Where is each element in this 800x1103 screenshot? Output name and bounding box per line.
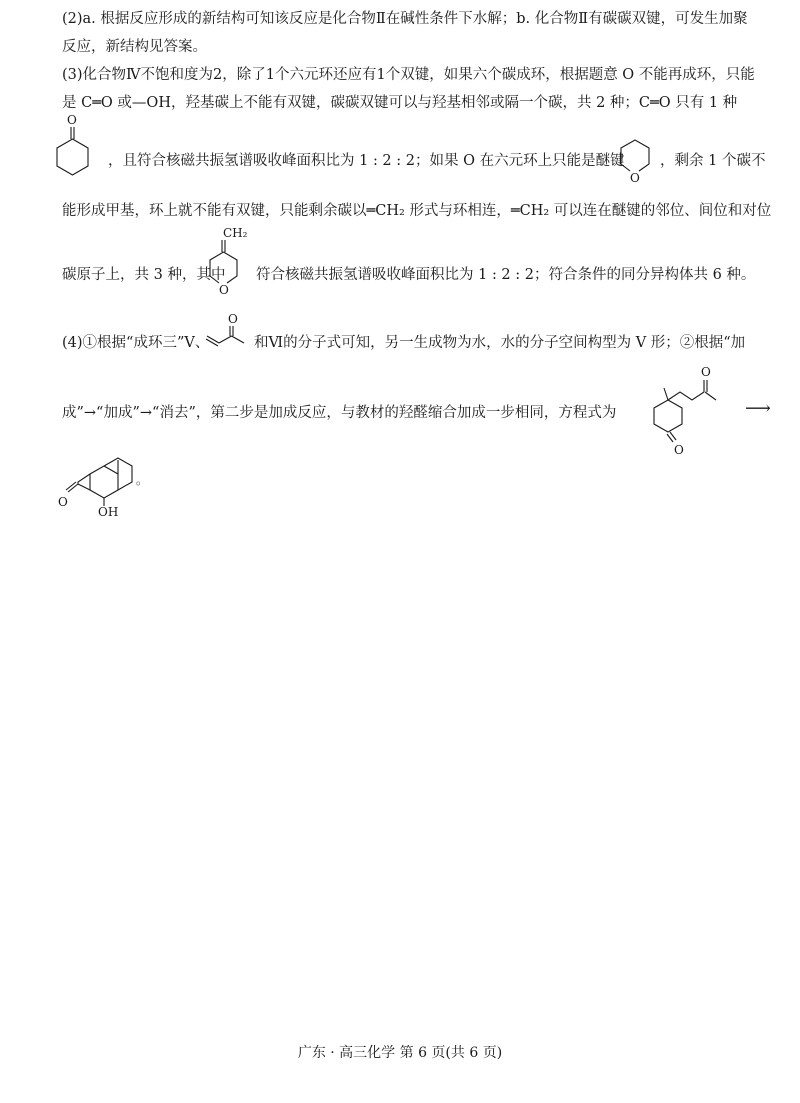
diketone-structure (646, 362, 736, 458)
oxane-o-label: O (630, 171, 640, 185)
methylene-oxane-o-label: O (219, 283, 229, 297)
para3-line1: (3)化合物Ⅳ不饱和度为2，除了1个六元环还应有1个双键，如果六个碳成环，根据题意 O 不能再成环，只能 (62, 67, 755, 83)
para4-line1-head: (4)①根据“成环三”Ⅴ、 (62, 335, 210, 351)
enone-structure (210, 312, 250, 348)
cyclohexanone-structure (58, 112, 108, 182)
para4-line1-tail: 和Ⅵ的分子式可知，另一生成物为水，水的分子空间构型为 V 形；②根据“加 (254, 335, 746, 351)
cyclohexanone-o-label: O (67, 113, 77, 127)
methylene-ch2-label: CH₂ (223, 226, 248, 240)
product-oh-label: OH (98, 505, 119, 519)
para2-line2: 反应，新结构见答案。 (62, 39, 207, 55)
para2-line1: (2)a. 根据反应形成的新结构可知该反应是化合物Ⅱ在碱性条件下水解；b. 化合物Ⅱ有碳碳双键，可发生加聚 (62, 11, 748, 27)
para3-line3-tail: ，剩余 1 个碳不 (660, 153, 766, 169)
para3-line5-tail: 符合核磁共振氢谱吸收峰面积比为 1 : 2 : 2；符合条件的同分异构体共 6 种。 (256, 267, 756, 283)
product-o-label: O (58, 495, 68, 509)
oxane-structure (617, 138, 657, 190)
enone-o-label: O (228, 312, 238, 326)
para3-line4: 能形成甲基，环上就不能有双键，只能剩余碳以═CH₂ 形式与环相连，═CH₂ 可以连在醚键的邻位、间位和对位 (62, 203, 772, 219)
para3-line5-head: 碳原子上，共 3 种，其中 (62, 267, 226, 283)
para3-line3: ，且符合核磁共振氢谱吸收峰面积比为 1 : 2 : 2；如果 O 在六元环上只能是醚键 (108, 153, 625, 169)
product-structure (58, 448, 168, 518)
methylene-oxane-structure (205, 226, 251, 302)
product-period: 。 (136, 473, 149, 487)
page-footer: 广东 · 高三化学 第 6 页(共 6 页) (297, 1045, 503, 1061)
para3-line2: 是 C═O 或—OH，羟基碳上不能有双键，碳碳双键可以与羟基相邻或隔一个碳，共 2 种；C═O 只有 1 种 (62, 95, 738, 111)
reaction-arrow: ⟶ (745, 398, 771, 419)
diketone-o-bottom-label: O (674, 443, 684, 457)
diketone-o-top-label: O (701, 365, 711, 379)
para4-line2: 成”→“加成”→“消去”，第二步是加成反应，与教材的羟醛缩合加成一步相同，方程式为 (62, 405, 617, 421)
